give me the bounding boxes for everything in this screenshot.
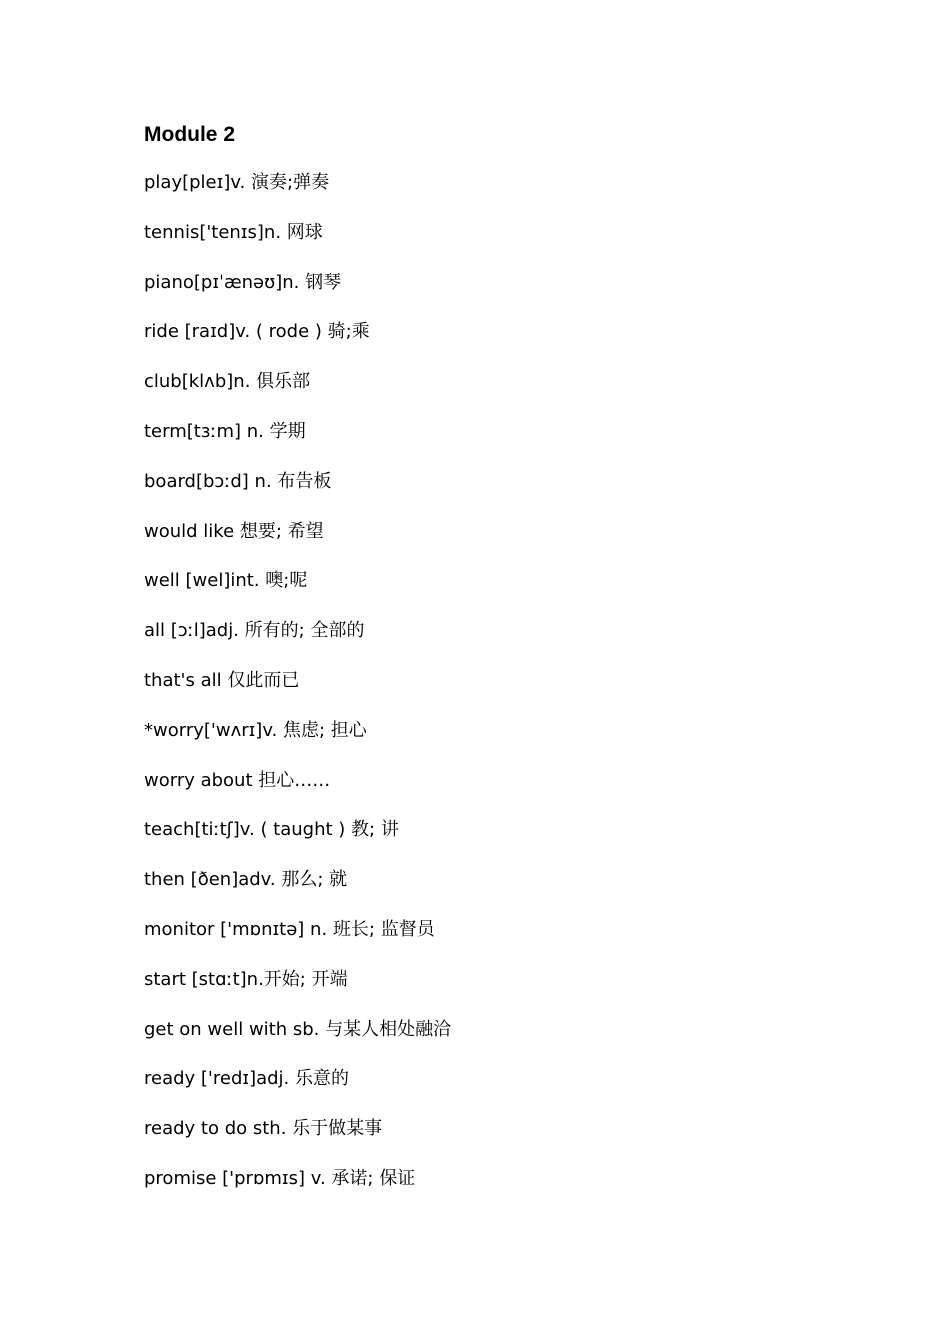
vocab-entry-tennis: tennis['tenɪs]n. 网球 [144, 221, 323, 243]
vocabulary-section [144, 118, 844, 1214]
module-heading: Module 2 [144, 123, 236, 146]
vocab-entry-all: all [ɔːl]adj. 所有的; 全部的 [144, 620, 365, 642]
vocab-entry-then: then [ðen]adv. 那么; 就 [144, 869, 348, 891]
vocab-entry-ready: ready ['redɪ]adj. 乐意的 [144, 1068, 349, 1090]
vocab-entry-worry-about: worry about 担心…… [144, 769, 331, 791]
vocab-entry-play: play[pleɪ]v. 演奏;弹奏 [144, 172, 330, 193]
vocab-entry-would-like: would like 想要; 希望 [144, 520, 324, 542]
vocab-entry-teach: teach[tiːtʃ]v. ( taught ) 教; 讲 [144, 819, 399, 841]
vocab-entry-club: club[klʌb]n. 俱乐部 [144, 371, 311, 393]
vocab-entry-ride: ride [raɪd]v. ( rode ) 骑;乘 [144, 321, 370, 343]
vocab-entry-start: start [stɑːt]n.开始; 开端 [144, 968, 348, 990]
vocab-entry-term: term[tɜːm] n. 学期 [144, 420, 306, 442]
vocab-entry-get-on-well: get on well with sb. 与某人相处融洽 [144, 1018, 452, 1040]
vocab-entry-thats-all: that's all 仅此而已 [144, 669, 300, 691]
vocab-entry-ready-to-do: ready to do sth. 乐于做某事 [144, 1118, 383, 1140]
vocabulary-list [144, 168, 844, 1194]
vocab-entry-well: well [wel]int. 噢;呢 [144, 570, 308, 592]
vocab-entry-promise: promise ['prɒmɪs] v. 承诺; 保证 [144, 1167, 416, 1189]
vocab-entry-monitor: monitor ['mɒnɪtə] n. 班长; 监督员 [144, 918, 435, 940]
vocab-entry-piano: piano[pɪˈænəʊ]n. 钢琴 [144, 271, 342, 293]
vocab-entry-worry: *worry['wʌrɪ]v. 焦虑; 担心 [144, 719, 367, 741]
vocab-entry-board: board[bɔːd] n. 布告板 [144, 470, 332, 492]
